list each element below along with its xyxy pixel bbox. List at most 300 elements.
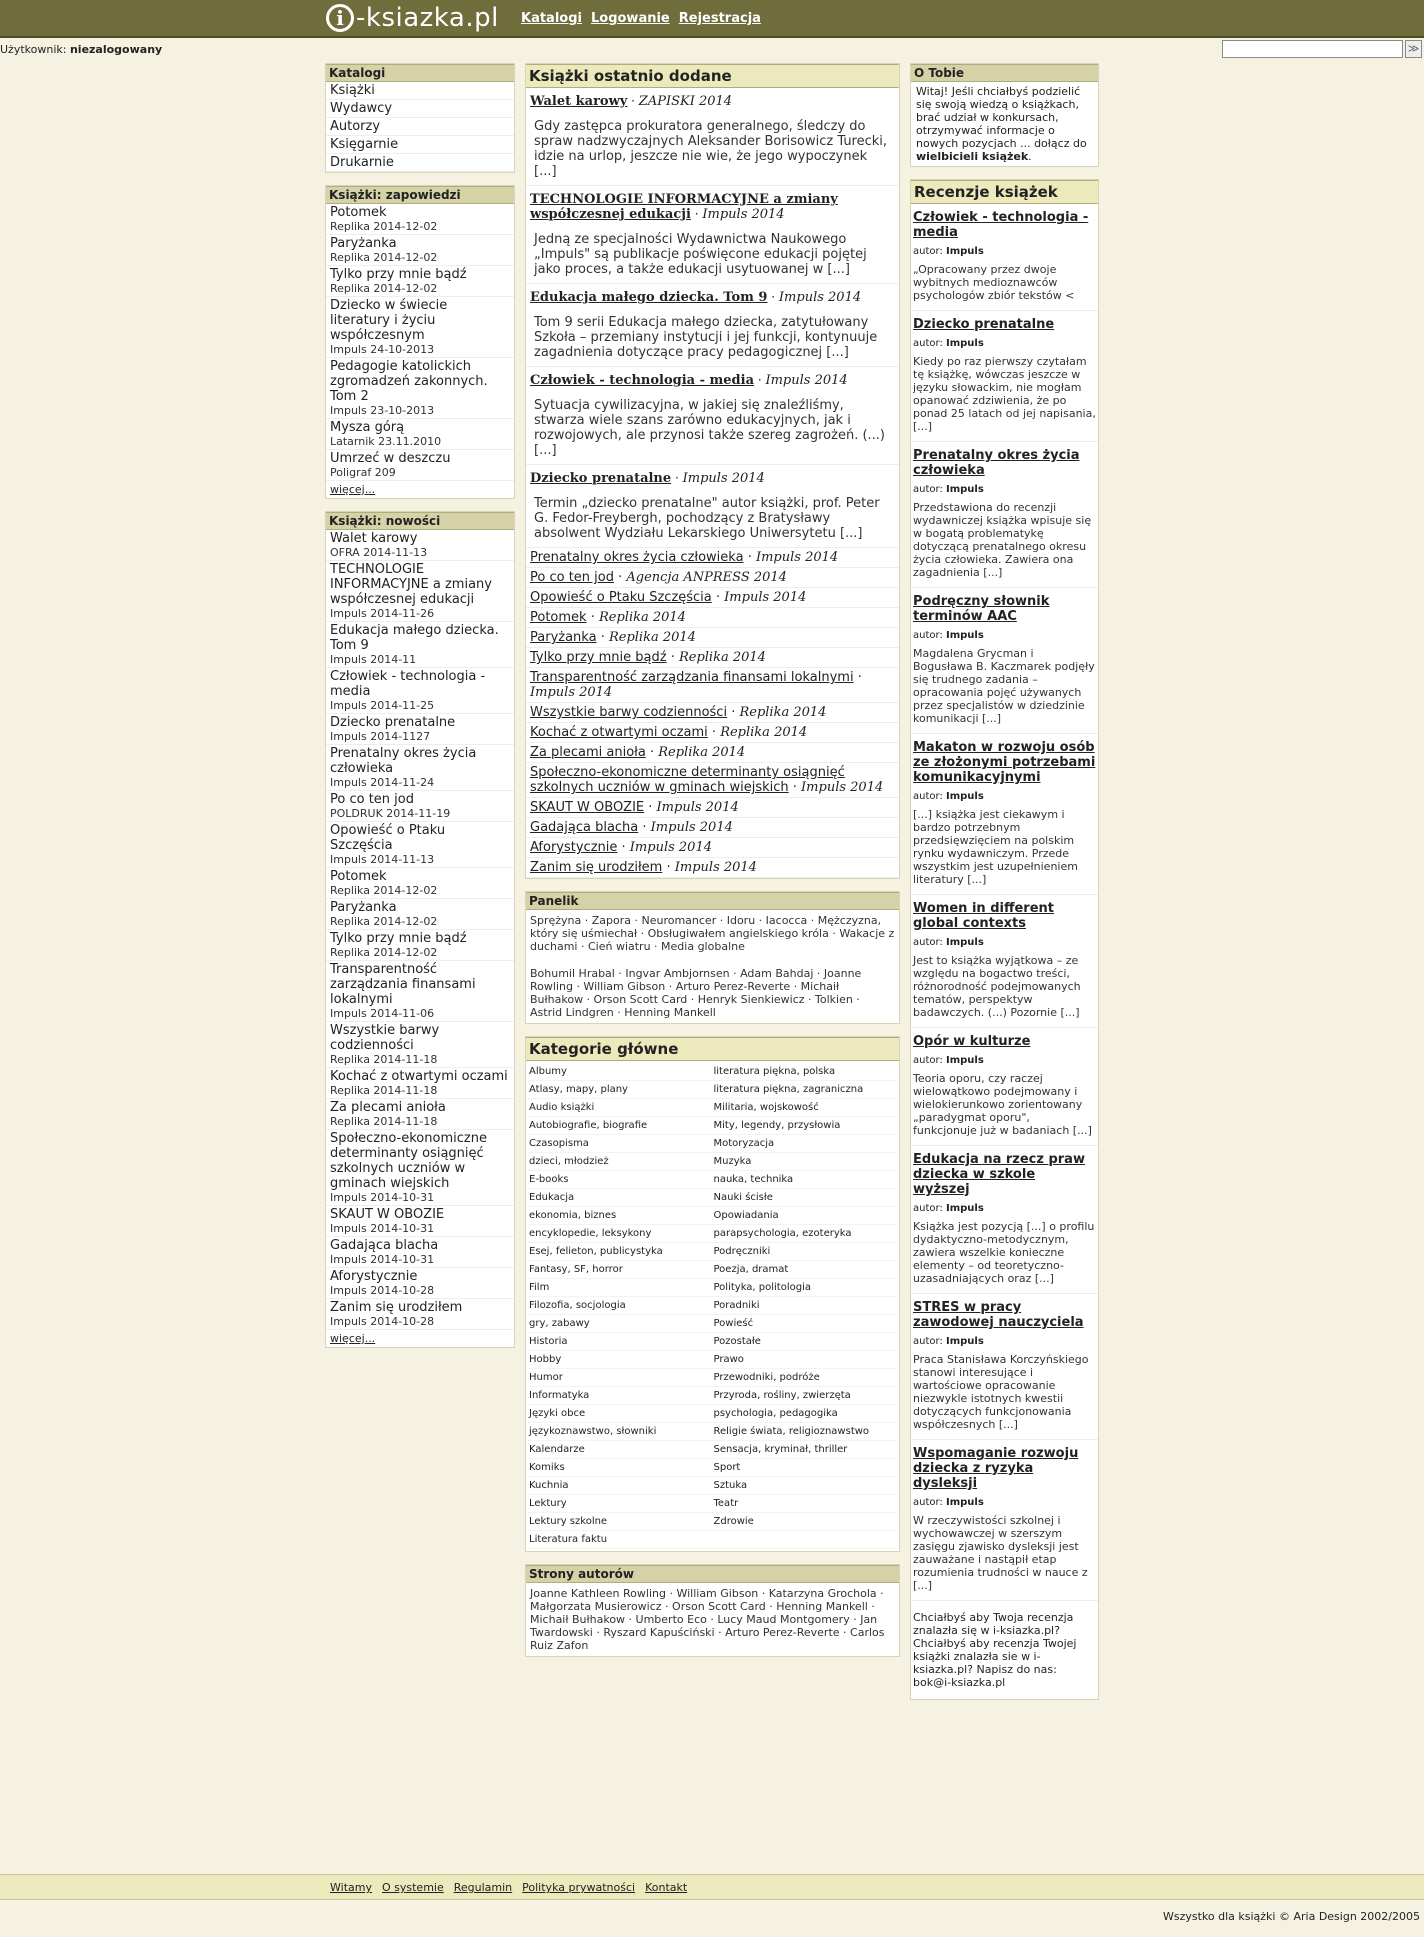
recent-book-publisher: Replika 2014 xyxy=(598,610,686,625)
category-link[interactable]: Pozostałe xyxy=(713,1333,898,1351)
category-link[interactable]: Sport xyxy=(713,1459,898,1477)
right-column xyxy=(910,63,1099,1712)
new-book-item[interactable] xyxy=(326,1299,514,1330)
upcoming-item-meta: Impuls 24-10-2013 xyxy=(330,343,435,356)
recent-book-title[interactable]: Zanim się urodziłem xyxy=(530,860,663,875)
category-link[interactable]: Literatura faktu xyxy=(528,1531,713,1549)
recent-featured-item xyxy=(526,88,899,186)
review-title[interactable]: Podręczny słownik terminów AAC xyxy=(913,594,1050,624)
recent-book-title[interactable]: Gadająca blacha xyxy=(530,820,639,835)
new-book-item-meta: Impuls 2014-1127 xyxy=(330,730,431,743)
about-you-text xyxy=(911,82,1098,166)
new-book-item-meta: Impuls 2014-10-28 xyxy=(330,1284,435,1297)
new-book-item-title[interactable]: Transparentność zarządzania finansami lokalnymi xyxy=(330,962,476,1007)
separator: · xyxy=(743,550,756,565)
recent-book-publisher: Impuls 2014 xyxy=(530,685,613,700)
new-book-item[interactable] xyxy=(326,961,514,1022)
category-link[interactable]: Militaria, wojskowość xyxy=(713,1099,898,1117)
category-link[interactable]: językoznawstwo, słowniki xyxy=(528,1423,713,1441)
review-author xyxy=(913,937,1096,948)
new-book-item-meta: Impuls 2014-11-24 xyxy=(330,776,435,789)
upcoming-item[interactable] xyxy=(326,204,514,235)
new-book-item-title[interactable]: Edukacja małego dziecka. Tom 9 xyxy=(330,623,499,653)
category-link[interactable]: Esej, felieton, publicystyka xyxy=(528,1243,713,1261)
separator: · xyxy=(754,373,766,387)
category-link[interactable]: Motoryzacja xyxy=(713,1135,898,1153)
recent-book-title[interactable]: Transparentność zarządzania finansami lokalnymi xyxy=(530,670,854,685)
panelik-title: Panelik xyxy=(526,892,899,910)
new-book-item[interactable] xyxy=(326,714,514,745)
separator: · xyxy=(645,745,659,760)
new-book-item-meta: Replika 2014-11-18 xyxy=(330,1053,438,1066)
new-book-item[interactable] xyxy=(326,791,514,822)
panelik-titles[interactable]: Sprężyna · Zapora · Neuromancer · Idoru · Iacocca · Mężczyzna, który się uśmiechał · Obsługiwałem angielskiego króla · Wakacje z duchami · Cień wiatru · Media globalne xyxy=(530,914,895,953)
recent-book-publisher: Impuls 2014 xyxy=(765,373,848,388)
category-link[interactable]: Przewodniki, podróże xyxy=(713,1369,898,1387)
new-book-item-title[interactable]: Potomek xyxy=(330,869,387,884)
recent-book-title[interactable]: Opowieść o Ptaku Szczęścia xyxy=(530,590,712,605)
recent-book-description: Tom 9 serii Edukacja małego dziecka, zatytułowany Szkoła – przemiany instytucji i jej funkcji, kontynuuje zagadnienia dotyczące pracy pedagogicznej [...] xyxy=(534,315,878,360)
upcoming-item[interactable] xyxy=(326,297,514,358)
new-book-item-title[interactable]: Zanim się urodziłem xyxy=(330,1300,463,1315)
category-link[interactable]: Poezja, dramat xyxy=(713,1261,898,1279)
about-you-title: O Tobie xyxy=(911,64,1098,82)
review-author-label: autor: xyxy=(913,1055,943,1066)
top-bar xyxy=(0,0,1424,38)
category-link[interactable]: Nauki ścisłe xyxy=(713,1189,898,1207)
review-title[interactable]: STRES w pracy zawodowej nauczyciela xyxy=(913,1300,1084,1330)
footer-links xyxy=(330,1881,687,1894)
upcoming-item-meta: Poligraf 209 xyxy=(330,466,396,479)
catalog-item[interactable]: Księgarnie xyxy=(326,136,514,154)
review-author-name: Impuls xyxy=(946,791,984,802)
new-book-item-title[interactable]: Wszystkie barwy codzienności xyxy=(330,1023,440,1053)
recent-book-title[interactable]: Kochać z otwartymi oczami xyxy=(530,725,708,740)
new-book-item[interactable] xyxy=(326,868,514,899)
recent-featured-item xyxy=(526,465,899,548)
new-book-item-title[interactable]: Gadająca blacha xyxy=(330,1238,439,1253)
category-link[interactable]: Muzyka xyxy=(713,1153,898,1171)
category-link[interactable]: psychologia, pedagogika xyxy=(713,1405,898,1423)
category-link[interactable]: Podręczniki xyxy=(713,1243,898,1261)
new-book-item-title[interactable]: Człowiek - technologia - media xyxy=(330,669,486,699)
category-link[interactable]: Sensacja, kryminał, thriller xyxy=(713,1441,898,1459)
new-book-item-meta: Impuls 2014-10-31 xyxy=(330,1191,435,1204)
recent-book-publisher: Impuls 2014 xyxy=(674,860,757,875)
recent-book-title[interactable]: Aforystycznie xyxy=(530,840,618,855)
category-link[interactable]: Przyroda, rośliny, zwierzęta xyxy=(713,1387,898,1405)
footer-link-privacy[interactable]: Polityka prywatności xyxy=(522,1881,636,1894)
site-logo[interactable] xyxy=(326,2,499,34)
catalog-item[interactable]: Autorzy xyxy=(326,118,514,136)
category-link[interactable]: Edukacja xyxy=(528,1189,713,1207)
recent-book-description: Sytuacja cywilizacyjna, w jakiej się znaleźliśmy, stwarza wiele szans zarówno edukacyjnych, jak i rozwojowych, ale przynosi także szereg zagrożeń. (...) [...] xyxy=(534,398,885,458)
recent-book-title[interactable]: Wszystkie barwy codzienności xyxy=(530,705,728,720)
review-author xyxy=(913,484,1096,495)
footer-link-witamy[interactable]: Witamy xyxy=(330,1881,372,1894)
panelik-box xyxy=(525,891,900,1024)
category-link[interactable]: Teatr xyxy=(713,1495,898,1513)
upcoming-item-meta: Impuls 23-10-2013 xyxy=(330,404,435,417)
review-author xyxy=(913,791,1096,802)
category-link[interactable]: Filozofia, socjologia xyxy=(528,1297,713,1315)
left-column xyxy=(325,63,515,1360)
recent-book-title[interactable]: Paryżanka xyxy=(530,630,597,645)
category-link[interactable]: Autobiografie, biografie xyxy=(528,1117,713,1135)
separator: · xyxy=(788,780,802,795)
recent-book-publisher: Replika 2014 xyxy=(678,650,766,665)
review-author-name: Impuls xyxy=(946,484,984,495)
new-book-item[interactable] xyxy=(326,1268,514,1299)
recent-book-title[interactable]: TECHNOLOGIE INFORMACYJNE a zmiany współczesnej edukacji xyxy=(530,192,838,222)
recent-short-item xyxy=(526,838,899,858)
upcoming-title: Książki: zapowiedzi xyxy=(326,186,514,204)
review-author xyxy=(913,1497,1096,1508)
category-link[interactable]: gry, zabawy xyxy=(528,1315,713,1333)
category-link[interactable]: Języki obce xyxy=(528,1405,713,1423)
review-author-name: Impuls xyxy=(946,246,984,257)
recent-short-item xyxy=(526,798,899,818)
category-link[interactable]: Mity, legendy, przysłowia xyxy=(713,1117,898,1135)
review-author xyxy=(913,1055,1096,1066)
nav-katalogi[interactable]: Katalogi xyxy=(521,11,582,26)
review-author xyxy=(913,1336,1096,1347)
recent-book-description: Gdy zastępca prokuratora generalnego, śledczy do spraw nadzwyczajnych Aleksander Borisowicz Turecki, idzie na urlop, jeszcze nie wie, że jego wypoczynek [...] xyxy=(534,119,888,179)
new-book-item-meta: Impuls 2014-11-13 xyxy=(330,853,435,866)
review-author-label: autor: xyxy=(913,1336,943,1347)
new-book-item-title[interactable]: SKAUT W OBOZIE xyxy=(330,1207,445,1222)
catalog-item[interactable]: Drukarnie xyxy=(326,154,514,172)
separator: · xyxy=(662,860,675,875)
new-books-box xyxy=(325,511,515,1348)
category-link[interactable]: Komiks xyxy=(528,1459,713,1477)
category-link[interactable]: E-books xyxy=(528,1171,713,1189)
recent-book-title[interactable]: Walet karowy xyxy=(530,94,628,109)
nav-rejestracja[interactable]: Rejestracja xyxy=(678,11,761,26)
new-book-item-title[interactable]: Tylko przy mnie bądź xyxy=(330,931,467,946)
review-title[interactable]: Człowiek - technologia - media xyxy=(913,210,1089,240)
recent-short-item xyxy=(526,628,899,648)
new-book-item[interactable] xyxy=(326,745,514,791)
recent-book-title[interactable]: Po co ten jod xyxy=(530,570,614,585)
user-label: Użytkownik: xyxy=(0,43,67,56)
new-books-more-link[interactable]: więcej... xyxy=(330,1332,376,1345)
category-link[interactable]: Polityka, politologia xyxy=(713,1279,898,1297)
upcoming-item-title[interactable]: Umrzeć w deszczu xyxy=(330,451,451,466)
review-title[interactable]: Wspomaganie rozwoju dziecka z ryzyka dysleksji xyxy=(913,1446,1079,1491)
category-link xyxy=(713,1531,898,1549)
new-book-item-meta: Impuls 2014-11-26 xyxy=(330,607,435,620)
new-book-item-title[interactable]: Po co ten jod xyxy=(330,792,414,807)
new-book-item[interactable] xyxy=(326,561,514,622)
separator: · xyxy=(727,705,740,720)
footer-bar xyxy=(0,1874,1424,1900)
about-you-end: . xyxy=(1028,150,1032,163)
recent-book-publisher: Impuls 2014 xyxy=(656,800,739,815)
upcoming-item-title[interactable]: Mysza górą xyxy=(330,420,405,435)
upcoming-item-title[interactable]: Pedagogie katolickich zgromadzeń zakonnych. Tom 2 xyxy=(330,359,488,404)
recent-book-publisher: Impuls 2014 xyxy=(778,290,862,305)
review-title[interactable]: Opór w kulturze xyxy=(913,1034,1031,1049)
new-book-item-title[interactable]: TECHNOLOGIE INFORMACYJNE a zmiany współczesnej edukacji xyxy=(330,562,492,607)
recent-book-publisher: Replika 2014 xyxy=(720,725,808,740)
recent-book-description: Termin „dziecko prenatalne" autor książki, prof. Peter G. Fedor-Freybergh, pochodzący z Bratysławy absolwent Wydziału Lekarskiego Uniwersytetu [...] xyxy=(534,496,880,541)
search-input[interactable] xyxy=(1222,40,1403,58)
new-book-item[interactable] xyxy=(326,1206,514,1237)
new-book-item-title[interactable]: Paryżanka xyxy=(330,900,397,915)
recent-short-item xyxy=(526,743,899,763)
separator: · xyxy=(711,590,725,605)
category-link[interactable]: Sztuka xyxy=(713,1477,898,1495)
footer-link-regulamin[interactable]: Regulamin xyxy=(453,1881,513,1894)
review-author-name: Impuls xyxy=(946,1336,984,1347)
upcoming-item[interactable] xyxy=(326,450,514,481)
category-link[interactable]: Poradniki xyxy=(713,1297,898,1315)
separator: · xyxy=(767,290,779,304)
categories-box xyxy=(525,1036,900,1552)
category-link[interactable]: Prawo xyxy=(713,1351,898,1369)
separator: · xyxy=(586,610,599,625)
new-book-item-meta: Replika 2014-12-02 xyxy=(330,884,438,897)
new-book-item-title[interactable]: Kochać z otwartymi oczami xyxy=(330,1069,508,1084)
new-book-item-title[interactable]: Aforystycznie xyxy=(330,1269,418,1284)
category-link[interactable]: Fantasy, SF, horror xyxy=(528,1261,713,1279)
review-item xyxy=(911,311,1098,442)
upcoming-item-meta: Replika 2014-12-02 xyxy=(330,251,438,264)
user-status xyxy=(0,43,162,56)
recent-book-title[interactable]: Edukacja małego dziecka. Tom 9 xyxy=(530,290,768,305)
review-title[interactable]: Dziecko prenatalne xyxy=(913,317,1055,332)
review-item xyxy=(911,1294,1098,1440)
category-link[interactable]: Audio książki xyxy=(528,1099,713,1117)
new-book-item-meta: Impuls 2014-11-06 xyxy=(330,1007,435,1020)
upcoming-item[interactable] xyxy=(326,235,514,266)
review-author-name: Impuls xyxy=(946,1055,984,1066)
catalog-item[interactable]: Wydawcy xyxy=(326,100,514,118)
review-excerpt: Przedstawiona do recenzji wydawniczej książka wpisuje się w bogatą problematykę dotyczącą prenatalnego okresu życia człowieka. Zawiera ona zagadnienia [...] xyxy=(913,501,1092,579)
category-link[interactable]: nauka, technika xyxy=(713,1171,898,1189)
review-excerpt: Książka jest pozycją [...] o profilu dydaktyczno-metodycznym, zawiera wszelkie konieczne elementy – od teoretyczno-uzasadniających oraz [...] xyxy=(913,1220,1095,1285)
review-item xyxy=(911,895,1098,1028)
recent-book-title[interactable]: Potomek xyxy=(530,610,587,625)
category-link[interactable]: Atlasy, mapy, plany xyxy=(528,1081,713,1099)
category-link[interactable]: ekonomia, biznes xyxy=(528,1207,713,1225)
review-item xyxy=(911,734,1098,895)
recent-book-publisher: Impuls 2014 xyxy=(682,471,765,486)
separator: · xyxy=(617,840,630,855)
fans-link[interactable]: wielbicieli książek xyxy=(916,150,1029,163)
review-author-label: autor: xyxy=(913,484,943,495)
new-book-item[interactable] xyxy=(326,1099,514,1130)
recent-short-item xyxy=(526,588,899,608)
review-author-label: autor: xyxy=(913,338,943,349)
new-book-item[interactable] xyxy=(326,930,514,961)
separator: · xyxy=(644,800,657,815)
reviews-title: Recenzje książek xyxy=(911,180,1098,204)
category-link[interactable]: Lektury szkolne xyxy=(528,1513,713,1531)
review-excerpt: Jest to książka wyjątkowa – ze względu na bogactwo treści, różnorodność podejmowanych tematów, perspektyw badawczych. (...) Pozornie [...] xyxy=(913,954,1081,1019)
category-link[interactable]: Religie świata, religioznawstwo xyxy=(713,1423,898,1441)
separator: · xyxy=(690,207,703,221)
upcoming-box xyxy=(325,185,515,499)
upcoming-item-meta: Replika 2014-12-02 xyxy=(330,220,438,233)
recent-book-publisher: Replika 2014 xyxy=(739,705,827,720)
category-link[interactable]: literatura piękna, zagraniczna xyxy=(713,1081,898,1099)
review-excerpt: „Opracowany przez dwoje wybitnych medioznawców psychologów zbiór tekstów < xyxy=(913,263,1075,302)
recent-book-title[interactable]: Dziecko prenatalne xyxy=(530,471,672,486)
about-you-box xyxy=(910,63,1099,167)
authors-title: Strony autorów xyxy=(526,1565,899,1583)
catalogs-box xyxy=(325,63,515,173)
recent-book-publisher: Impuls 2014 xyxy=(629,840,712,855)
category-link[interactable]: literatura piękna, polska xyxy=(713,1063,898,1081)
upcoming-item-title[interactable]: Dziecko w świecie literatury i życiu współczesnym xyxy=(330,298,448,343)
recent-short-item xyxy=(526,858,899,878)
footer-link-o-systemie[interactable]: O systemie xyxy=(381,1881,444,1894)
center-column xyxy=(525,63,900,1669)
category-link[interactable]: Kalendarze xyxy=(528,1441,713,1459)
reviews-box xyxy=(910,179,1099,1700)
authors-list[interactable]: Joanne Kathleen Rowling · William Gibson · Katarzyna Grochola · Małgorzata Musierowicz · Orson Scott Card · Henning Mankell · Michaił Bułhakow · Umberto Eco · Lucy Maud Montgomery · Jan Twardowski · Ryszard Kapuściński · Arturo Perez-Reverte · Carlos Ruiz Zafon xyxy=(530,1587,885,1652)
category-link[interactable]: Czasopisma xyxy=(528,1135,713,1153)
category-link[interactable]: Lektury xyxy=(528,1495,713,1513)
category-link[interactable]: Film xyxy=(528,1279,713,1297)
upcoming-item[interactable] xyxy=(326,419,514,450)
new-book-item[interactable] xyxy=(326,668,514,714)
recent-short-item xyxy=(526,763,899,798)
recent-short-item xyxy=(526,818,899,838)
logo-text: -ksiazka.pl xyxy=(356,3,499,33)
category-link[interactable]: Albumy xyxy=(528,1063,713,1081)
category-link[interactable]: Kuchnia xyxy=(528,1477,713,1495)
review-author xyxy=(913,246,1096,257)
recent-short-item xyxy=(526,568,899,588)
review-item xyxy=(911,1146,1098,1294)
separator: · xyxy=(671,471,683,485)
categories-title: Kategorie główne xyxy=(526,1037,899,1061)
review-author-name: Impuls xyxy=(946,1497,984,1508)
review-item xyxy=(911,442,1098,588)
new-book-item[interactable] xyxy=(326,622,514,668)
upcoming-item[interactable] xyxy=(326,266,514,297)
category-link[interactable]: Historia xyxy=(528,1333,713,1351)
recent-short-item xyxy=(526,608,899,628)
review-author-name: Impuls xyxy=(946,338,984,349)
review-author xyxy=(913,1203,1096,1214)
new-book-item-title[interactable]: Prenatalny okres życia człowieka xyxy=(330,746,477,776)
review-title[interactable]: Edukacja na rzecz praw dziecka w szkole wyższej xyxy=(913,1152,1085,1197)
upcoming-item-title[interactable]: Tylko przy mnie bądź xyxy=(330,267,467,282)
review-author-name: Impuls xyxy=(946,937,984,948)
recent-book-title[interactable]: Tylko przy mnie bądź xyxy=(530,650,667,665)
new-book-item-meta: Impuls 2014-11 xyxy=(330,653,417,666)
new-book-item-title[interactable]: Społeczno-ekonomiczne determinanty osiągnięć szkolnych uczniów w gminach wiejskich xyxy=(330,1131,487,1191)
new-book-item[interactable] xyxy=(326,822,514,868)
recent-short-item xyxy=(526,703,899,723)
new-book-item[interactable] xyxy=(326,1022,514,1068)
new-book-item-meta: Replika 2014-12-02 xyxy=(330,915,438,928)
category-link[interactable]: encyklopedie, leksykony xyxy=(528,1225,713,1243)
review-author-name: Impuls xyxy=(946,630,984,641)
category-link[interactable]: dzieci, młodzież xyxy=(528,1153,713,1171)
new-book-item[interactable] xyxy=(326,899,514,930)
recent-book-title[interactable]: Człowiek - technologia - media xyxy=(530,373,755,388)
review-title[interactable]: Women in different global contexts xyxy=(913,901,1054,931)
review-author-label: autor: xyxy=(913,791,943,802)
review-item xyxy=(911,588,1098,734)
separator: · xyxy=(853,670,862,685)
recent-short-item xyxy=(526,723,899,743)
upcoming-item-title[interactable]: Paryżanka xyxy=(330,236,397,251)
recent-book-title[interactable]: Za plecami anioła xyxy=(530,745,646,760)
new-book-item-meta: Replika 2014-11-18 xyxy=(330,1115,438,1128)
recent-book-title[interactable]: Prenatalny okres życia człowieka xyxy=(530,550,744,565)
catalog-item[interactable]: Książki xyxy=(326,82,514,100)
footer-link-kontakt[interactable]: Kontakt xyxy=(645,1881,688,1894)
reviews-contact-text: Chciałbyś aby Twoja recenzja znalazła się w i-ksiazka.pl? Chciałbyś aby recenzja Twojej książki znalazła sie w i-ksiazka.pl? Napisz do nas: bok@i-ksiazka.pl xyxy=(913,1611,1077,1689)
recent-short-item xyxy=(526,548,899,568)
nav-logowanie[interactable]: Logowanie xyxy=(590,11,670,26)
new-book-item-title[interactable]: Walet karowy xyxy=(330,531,418,546)
new-book-item[interactable] xyxy=(326,1130,514,1206)
search-button[interactable]: ≫ xyxy=(1405,40,1422,58)
upcoming-item-meta: Latarnik 23.11.2010 xyxy=(330,435,442,448)
category-link[interactable]: parapsychologia, ezoteryka xyxy=(713,1225,898,1243)
separator: · xyxy=(638,820,651,835)
user-status-value: niezalogowany xyxy=(69,43,163,56)
new-book-item[interactable] xyxy=(326,1068,514,1099)
review-title[interactable]: Makaton w rozwoju osób ze złożonymi potrzebami komunikacyjnymi xyxy=(913,740,1096,785)
category-link[interactable]: Zdrowie xyxy=(713,1513,898,1531)
new-book-item-meta: Replika 2014-11-18 xyxy=(330,1084,438,1097)
recent-featured-item xyxy=(526,186,899,284)
category-link[interactable]: Powieść xyxy=(713,1315,898,1333)
category-link[interactable]: Opowiadania xyxy=(713,1207,898,1225)
new-book-item-title[interactable]: Za plecami anioła xyxy=(330,1100,446,1115)
recent-book-publisher: Replika 2014 xyxy=(658,745,746,760)
about-you-body: Witaj! Jeśli chciałbyś podzielić się swoją wiedzą o książkach, brać udział w konkursach, otrzymywać informacje o nowych pozycjach ... dołącz do xyxy=(916,85,1087,150)
review-excerpt: Magdalena Grycman i Bogusława B. Kaczmarek podjęły się trudnego zadania – opracowania pojęć używanych przez specjalistów w dziedzinie komunikacji [...] xyxy=(913,647,1095,725)
recent-book-publisher: Impuls 2014 xyxy=(702,207,785,222)
review-excerpt: Praca Stanisława Korczyńskiego stanowi interesujące i wartościowe opracowanie niezwykle istotnych kwestii dotyczących funkcjonowania współczesnych [...] xyxy=(913,1353,1089,1431)
review-title[interactable]: Prenatalny okres życia człowieka xyxy=(913,448,1080,478)
category-link[interactable]: Hobby xyxy=(528,1351,713,1369)
category-link[interactable]: Informatyka xyxy=(528,1387,713,1405)
recent-book-publisher: ZAPISKI 2014 xyxy=(638,94,733,109)
new-book-item-title[interactable]: Opowieść o Ptaku Szczęścia xyxy=(330,823,446,853)
new-book-item[interactable] xyxy=(326,1237,514,1268)
recent-book-title[interactable]: Społeczno-ekonomiczne determinanty osiągnięć szkolnych uczniów w gminach wiejskich xyxy=(530,765,845,795)
new-book-item-title[interactable]: Dziecko prenatalne xyxy=(330,715,456,730)
review-author xyxy=(913,630,1096,641)
upcoming-more-link[interactable]: więcej... xyxy=(330,483,376,496)
category-link[interactable]: Humor xyxy=(528,1369,713,1387)
new-book-item-meta: OFRA 2014-11-13 xyxy=(330,546,428,559)
recent-featured-item xyxy=(526,367,899,465)
new-book-item[interactable] xyxy=(326,530,514,561)
recent-book-title[interactable]: SKAUT W OBOZIE xyxy=(530,800,645,815)
new-book-item-meta: POLDRUK 2014-11-19 xyxy=(330,807,451,820)
recent-short-item xyxy=(526,648,899,668)
recent-featured-item xyxy=(526,284,899,367)
new-book-item-meta: Replika 2014-12-02 xyxy=(330,946,438,959)
new-book-item-meta: Impuls 2014-10-31 xyxy=(330,1253,435,1266)
upcoming-item[interactable] xyxy=(326,358,514,419)
recent-books-box xyxy=(525,63,900,879)
review-author xyxy=(913,338,1096,349)
panelik-authors[interactable]: Bohumil Hrabal · Ingvar Ambjornsen · Adam Bahdaj · Joanne Rowling · William Gibson · Arturo Perez-Reverte · Michaił Bułhakow · Orson Scott Card · Henryk Sienkiewicz · Tolkien · Astrid Lindgren · Henning Mankell xyxy=(530,967,862,1019)
upcoming-item-title[interactable]: Potomek xyxy=(330,205,387,220)
